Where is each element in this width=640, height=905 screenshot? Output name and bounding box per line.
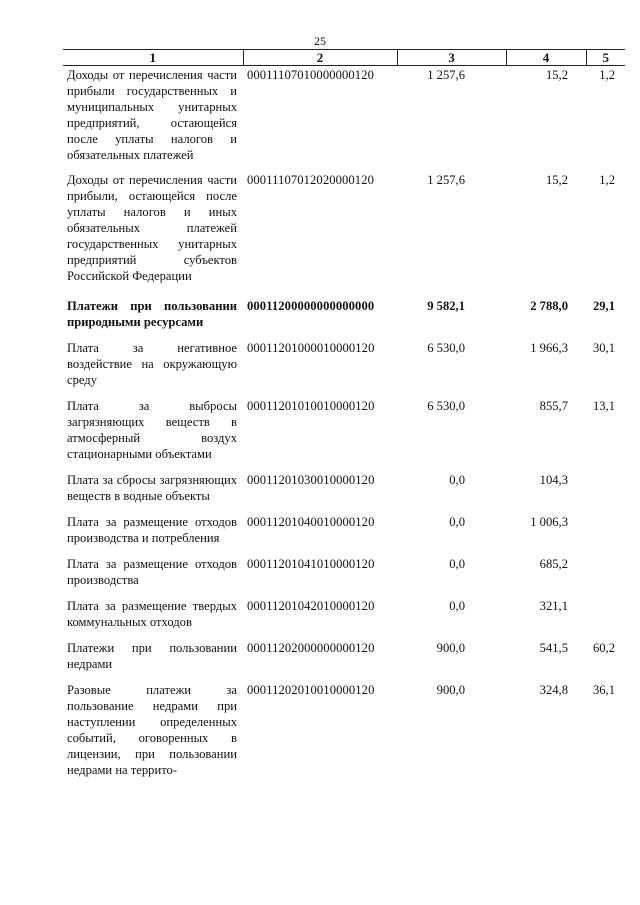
budget-table	[63, 49, 625, 778]
row-name: Платежи при пользовании природными ресурсами	[67, 299, 237, 329]
row-name: Плата за размещение твердых коммунальных отходов	[67, 599, 237, 629]
table-row	[63, 330, 625, 388]
table-row	[63, 388, 625, 462]
row-name: Доходы от перечисления части прибыли, остающейся после уплаты налогов и иных обязательных платежей государственных унитарных предприятий субъектов Российской Федерации	[67, 173, 237, 283]
table-row	[63, 546, 625, 588]
row-value-col4: 1 006,3	[530, 515, 568, 529]
row-value-col5: 60,2	[592, 641, 615, 655]
table-header	[63, 50, 625, 66]
row-value-col4: 685,2	[539, 557, 568, 571]
row-value-col4: 541,5	[539, 641, 568, 655]
row-value-col4: 324,8	[539, 683, 568, 697]
row-name: Платежи при пользовании недрами	[67, 641, 237, 671]
row-code: 00011201040010000120	[247, 515, 375, 529]
row-value-col3: 0,0	[449, 557, 465, 571]
row-code: 00011107012020000120	[247, 173, 375, 187]
row-name: Плата за сбросы загрязняющих веществ в водные объекты	[67, 473, 237, 503]
row-name: Плата за негативное воздействие на окружающую среду	[67, 341, 237, 387]
header-col-1: 1	[63, 50, 243, 66]
page-number: 25	[314, 34, 326, 48]
row-value-col5	[586, 462, 625, 504]
row-value-col3: 0,0	[449, 473, 465, 487]
row-value-col5: 1,2	[599, 68, 615, 82]
row-code: 00011201000010000120	[247, 341, 375, 355]
row-value-col5	[586, 588, 625, 630]
row-value-col3: 900,0	[436, 641, 465, 655]
row-code: 00011200000000000000	[247, 299, 375, 313]
row-code: 00011202010010000120	[247, 683, 375, 697]
row-name: Плата за размещение отходов производства и потребления	[67, 515, 237, 545]
row-code: 00011201030010000120	[247, 473, 375, 487]
table-row	[63, 284, 625, 330]
row-value-col3: 0,0	[449, 515, 465, 529]
row-value-col5	[586, 546, 625, 588]
row-value-col3: 1 257,6	[427, 173, 465, 187]
row-value-col3: 900,0	[436, 683, 465, 697]
row-value-col4: 1 966,3	[530, 341, 568, 355]
row-name: Разовые платежи за пользование недрами при наступлении определенных событий, оговоренных в лицензии, при пользовании недрами на террито-	[67, 683, 237, 777]
row-value-col5	[586, 504, 625, 546]
row-value-col4: 104,3	[539, 473, 568, 487]
row-code: 00011201042010000120	[247, 599, 375, 613]
row-name: Плата за размещение отходов производства	[67, 557, 237, 587]
table-row	[63, 630, 625, 672]
row-code: 00011202000000000120	[247, 641, 375, 655]
row-code: 00011201010010000120	[247, 399, 375, 413]
row-value-col3: 9 582,1	[427, 299, 465, 313]
row-value-col5: 29,1	[592, 299, 615, 313]
row-value-col4: 15,2	[545, 68, 568, 82]
row-value-col3: 6 530,0	[427, 399, 465, 413]
row-code: 00011201041010000120	[247, 557, 375, 571]
row-code: 00011107010000000120	[247, 68, 375, 82]
row-value-col5: 30,1	[592, 341, 615, 355]
header-col-5: 5	[586, 50, 625, 66]
table-row	[63, 504, 625, 546]
header-col-3: 3	[397, 50, 506, 66]
row-value-col4: 321,1	[539, 599, 568, 613]
table-body	[63, 66, 625, 779]
row-value-col4: 15,2	[545, 173, 568, 187]
table-row	[63, 66, 625, 164]
row-value-col3: 1 257,6	[427, 68, 465, 82]
row-value-col3: 6 530,0	[427, 341, 465, 355]
row-value-col4: 2 788,0	[530, 299, 568, 313]
header-col-4: 4	[506, 50, 586, 66]
table-row	[63, 462, 625, 504]
row-value-col5: 1,2	[599, 173, 615, 187]
row-value-col4: 855,7	[539, 399, 568, 413]
row-name: Доходы от перечисления части прибыли государственных и муниципальных унитарных предприятий, остающейся после уплаты налогов и обязательных платежей	[67, 68, 237, 162]
table-row	[63, 672, 625, 778]
row-value-col3: 0,0	[449, 599, 465, 613]
table-row	[63, 163, 625, 284]
row-value-col5: 36,1	[592, 683, 615, 697]
row-name: Плата за выбросы загрязняющих веществ в атмосферный воздух стационарными объектами	[67, 399, 237, 461]
row-value-col5: 13,1	[592, 399, 615, 413]
header-col-2: 2	[243, 50, 397, 66]
table-row	[63, 588, 625, 630]
